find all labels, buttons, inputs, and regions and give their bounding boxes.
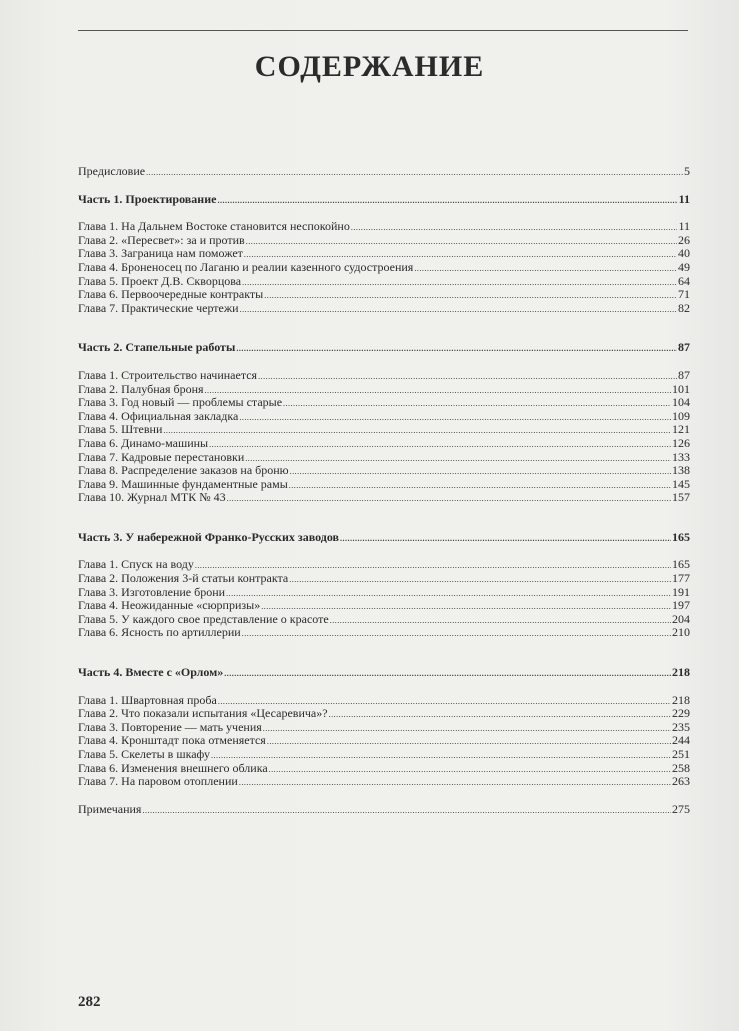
toc-entry-title: Глава 7. На паровом отоплении <box>78 774 238 789</box>
toc-chapter-entry <box>78 478 690 492</box>
toc-entry-title: Глава 4. Броненосец по Лаганю и реалии казенного судостроения <box>78 259 414 274</box>
toc-page-number: 5 <box>684 164 690 178</box>
toc-chapter-entry <box>78 748 690 762</box>
toc-page-number: 71 <box>678 287 690 302</box>
toc-chapter-entry <box>78 721 690 735</box>
toc-entry-title: Глава 2. Палубная броня <box>78 381 204 396</box>
toc-chapter-entry <box>78 423 690 437</box>
toc-entry-title: Глава 6. Ясность по артиллерии <box>78 625 241 640</box>
toc-leader-dots <box>240 302 677 317</box>
toc-page-number: 204 <box>672 611 690 626</box>
toc-page-number: 64 <box>678 273 690 288</box>
toc-leader-dots <box>330 613 671 628</box>
toc-page-number: 197 <box>672 598 690 613</box>
toc-leader-dots <box>236 341 677 356</box>
toc-page-number: 263 <box>672 774 690 789</box>
toc-leader-dots <box>146 165 683 180</box>
toc-chapter-entry <box>78 613 690 627</box>
page-title: СОДЕРЖАНИЕ <box>254 50 485 83</box>
toc-leader-dots <box>227 491 671 506</box>
toc-spacer <box>78 355 690 369</box>
toc-chapter-entry <box>78 383 690 397</box>
toc-leader-dots <box>224 666 671 681</box>
toc-leader-dots <box>163 423 671 438</box>
toc-leader-dots <box>351 220 678 235</box>
toc-entry-title: Глава 5. У каждого свое представление о красоте <box>78 611 329 626</box>
toc-chapter-entry <box>78 626 690 640</box>
toc-chapter-entry <box>78 369 690 383</box>
toc-page-number: 165 <box>672 557 690 572</box>
toc-entry-title: Глава 4. Кронштадт пока отменяется <box>78 733 266 748</box>
toc-page-number: 121 <box>672 422 690 437</box>
toc-part-entry <box>78 666 690 680</box>
toc-entry-title: Часть 2. Стапельные работы <box>78 340 236 355</box>
toc-page-number: 11 <box>678 219 690 234</box>
toc-chapter-entry <box>78 451 690 465</box>
toc-entry-title: Глава 1. Спуск на воду <box>78 557 194 572</box>
toc-chapter-entry <box>78 410 690 424</box>
toc-page-number: 258 <box>672 760 690 775</box>
toc-entry-title: Глава 8. Распределение заказов на броню <box>78 463 289 478</box>
toc-page-number: 11 <box>678 191 690 206</box>
toc-page-number: 101 <box>672 381 690 396</box>
toc-part-entry <box>78 341 690 355</box>
toc-page-number: 218 <box>672 665 690 680</box>
toc-entry-title: Глава 2. Положения 3-й статьи контракта <box>78 571 289 586</box>
toc-leader-dots <box>246 234 677 249</box>
toc-leader-dots <box>217 193 677 208</box>
toc-spacer <box>78 680 690 694</box>
toc-leader-dots <box>289 572 671 587</box>
toc-entry-title: Глава 3. Повторение — мать учения <box>78 719 262 734</box>
toc-page-number: 244 <box>672 733 690 748</box>
toc-leader-dots <box>226 586 671 601</box>
toc-entry-title: Глава 6. Первоочередные контракты <box>78 287 264 302</box>
toc-leader-dots <box>329 707 671 722</box>
toc-page-number: 275 <box>672 801 690 816</box>
toc-entry-title: Глава 1. Швартовная проба <box>78 692 217 707</box>
toc-leader-dots <box>245 451 671 466</box>
toc-part-entry <box>78 165 690 179</box>
toc-entry-title: Предисловие <box>78 164 146 178</box>
toc-leader-dots <box>209 437 671 452</box>
table-of-contents <box>78 165 690 816</box>
toc-page-number: 210 <box>672 625 690 640</box>
toc-leader-dots <box>239 410 671 425</box>
toc-leader-dots <box>211 748 671 763</box>
toc-chapter-entry <box>78 247 690 261</box>
toc-page-number: 49 <box>678 259 690 274</box>
toc-spacer <box>78 315 690 341</box>
toc-chapter-entry <box>78 275 690 289</box>
toc-page-number: 191 <box>672 584 690 599</box>
toc-entry-title: Глава 2. «Пересвет»: за и против <box>78 232 245 247</box>
toc-chapter-entry <box>78 558 690 572</box>
toc-part-entry <box>78 803 690 817</box>
toc-entry-title: Часть 3. У набережной Франко-Русских заводов <box>78 529 340 544</box>
toc-leader-dots <box>263 721 671 736</box>
toc-leader-dots <box>258 369 677 384</box>
toc-page-number: 133 <box>672 449 690 464</box>
top-rule <box>78 30 688 31</box>
toc-chapter-entry <box>78 437 690 451</box>
toc-entry-title: Глава 6. Динамо-машины <box>78 435 209 450</box>
toc-leader-dots <box>414 261 677 276</box>
toc-part-entry <box>78 531 690 545</box>
toc-spacer <box>78 179 690 193</box>
toc-entry-title: Глава 3. Год новый — проблемы старые <box>78 395 283 410</box>
toc-page-number: 218 <box>672 692 690 707</box>
toc-leader-dots <box>289 478 671 493</box>
toc-chapter-entry <box>78 220 690 234</box>
toc-page-number: 87 <box>678 340 690 355</box>
toc-chapter-entry <box>78 302 690 316</box>
toc-page-number: 145 <box>672 476 690 491</box>
toc-page-number: 87 <box>678 367 690 382</box>
toc-entry-title: Глава 4. Официальная закладка <box>78 408 239 423</box>
toc-chapter-entry <box>78 464 690 478</box>
toc-entry-title: Глава 10. Журнал МТК № 43 <box>78 490 226 505</box>
toc-entry-title: Глава 7. Практические чертежи <box>78 300 239 315</box>
toc-chapter-entry <box>78 694 690 708</box>
toc-chapter-entry <box>78 396 690 410</box>
toc-chapter-entry <box>78 762 690 776</box>
toc-spacer <box>78 640 690 666</box>
toc-page-number: 165 <box>672 529 690 544</box>
toc-entry-title: Глава 3. Заграница нам поможет <box>78 246 243 261</box>
toc-leader-dots <box>340 531 671 546</box>
toc-entry-title: Глава 2. Что показали испытания «Цесаревича»? <box>78 706 328 721</box>
toc-leader-dots <box>269 762 671 777</box>
toc-chapter-entry <box>78 261 690 275</box>
toc-entry-title: Примечания <box>78 801 142 816</box>
toc-page-number: 229 <box>672 706 690 721</box>
toc-leader-dots <box>290 464 671 479</box>
toc-page-number: 138 <box>672 463 690 478</box>
toc-leader-dots <box>242 626 671 641</box>
toc-leader-dots <box>283 396 671 411</box>
toc-leader-dots <box>142 803 671 818</box>
toc-spacer <box>78 206 690 220</box>
toc-spacer <box>78 505 690 531</box>
toc-chapter-entry <box>78 288 690 302</box>
toc-chapter-entry <box>78 572 690 586</box>
toc-page-number: 109 <box>672 408 690 423</box>
toc-entry-title: Глава 5. Скелеты в шкафу <box>78 747 211 761</box>
toc-chapter-entry <box>78 586 690 600</box>
toc-spacer <box>78 789 690 803</box>
toc-page-number: 235 <box>672 719 690 734</box>
toc-leader-dots <box>264 288 677 303</box>
toc-page-number: 82 <box>678 300 690 315</box>
toc-page-number: 126 <box>672 435 690 450</box>
toc-page-number: 104 <box>672 395 690 410</box>
toc-entry-title: Глава 4. Неожиданные «сюрпризы» <box>78 598 261 613</box>
toc-spacer <box>78 544 690 558</box>
toc-entry-title: Глава 1. На Дальнем Востоке становится неспокойно <box>78 219 350 234</box>
toc-page-number: 26 <box>678 232 690 247</box>
toc-chapter-entry <box>78 599 690 613</box>
toc-entry-title: Глава 9. Машинные фундаментные рамы <box>78 476 288 491</box>
toc-chapter-entry <box>78 734 690 748</box>
toc-chapter-entry <box>78 491 690 505</box>
toc-leader-dots <box>239 775 671 790</box>
toc-entry-title: Часть 4. Вместе с «Орлом» <box>78 665 224 680</box>
toc-entry-title: Глава 6. Изменения внешнего облика <box>78 760 268 775</box>
toc-entry-title: Глава 5. Штевни <box>78 422 163 437</box>
toc-leader-dots <box>242 275 677 290</box>
toc-part-entry <box>78 193 690 207</box>
toc-entry-title: Глава 3. Изготовление брони <box>78 584 226 599</box>
toc-page-number: 157 <box>672 490 690 505</box>
toc-entry-title: Часть 1. Проектирование <box>78 191 217 206</box>
toc-page-number: 40 <box>678 246 690 261</box>
toc-leader-dots <box>267 734 671 749</box>
toc-entry-title: Глава 7. Кадровые перестановки <box>78 449 245 464</box>
toc-page-number: 251 <box>672 747 690 761</box>
toc-chapter-entry <box>78 775 690 789</box>
page-number: 282 <box>78 994 101 1010</box>
toc-entry-title: Глава 1. Строительство начинается <box>78 367 258 382</box>
toc-entry-title: Глава 5. Проект Д.В. Скворцова <box>78 273 242 288</box>
toc-chapter-entry <box>78 707 690 721</box>
toc-chapter-entry <box>78 234 690 248</box>
toc-page-number: 177 <box>672 571 690 586</box>
